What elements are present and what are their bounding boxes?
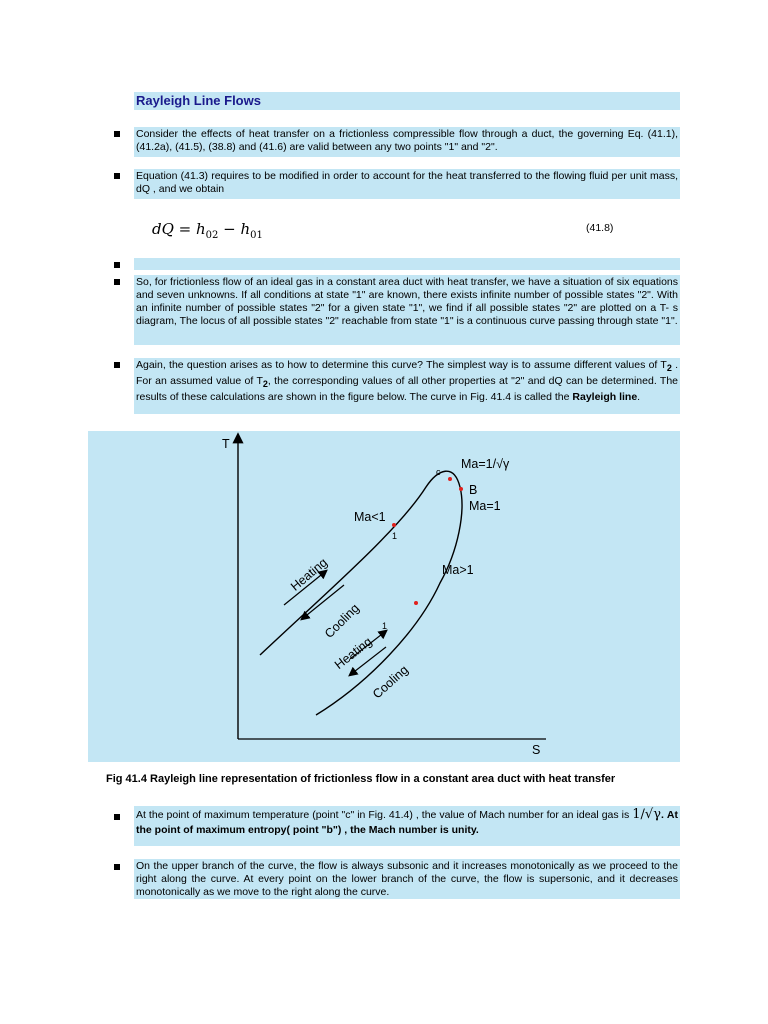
paragraph-3: So, for frictionless flow of an ideal gas in a constant area duct with heat transfer, we have a situation of six equations and seven unknowns. If all conditions at state "1" are known, there exists infinite number of possible states "2". With an infinite number of possible states "2" for a given state "1", we find if all possible states "2" are plotted on a T- s diagram, The locus of all possible states "2" reachable from state "1" is a continuous curve passing through state "1". — [134, 275, 680, 345]
bullet-marker — [114, 864, 120, 870]
axis-label-s: S — [532, 743, 541, 757]
label-ma-lt-1: Ma<1 — [354, 510, 386, 524]
empty-bullet-row — [134, 258, 680, 270]
point-b — [459, 487, 463, 491]
rayleigh-curve — [260, 471, 462, 715]
label-heating-upper: Heating — [288, 555, 331, 594]
paragraph-1: Consider the effects of heat transfer on a frictionless compressible flow through a duct, the governing Eq. (41.1), (41.2a), (41.5), (38.8) and (41.6) are valid between any two points "1" and "2". — [134, 127, 680, 157]
label-cooling-lower: Cooling — [370, 662, 411, 702]
bullet-marker — [114, 362, 120, 368]
point-c — [448, 477, 452, 481]
rayleigh-diagram — [88, 431, 680, 762]
bullet-marker — [114, 814, 120, 820]
label-state-1-upper: 1 — [392, 531, 398, 541]
label-state-1-lower: 1 — [382, 621, 388, 631]
paragraph-6: On the upper branch of the curve, the flow is always subsonic and it increases monotonically as we proceed to the right along the curve. At every point on the lower branch of the curve, the flow is supersonic, and it decreases monotonically as we move to the right along the curve. — [136, 860, 678, 898]
label-b: B — [469, 483, 478, 497]
paragraph-5: At the point of maximum temperature (point "c" in Fig. 41.4) , the value of Mach number for an ideal gas is 1/√γ. At the point of maximum entropy( point "b") , the Mach number is unity. — [134, 806, 680, 846]
label-ma-1: Ma=1 — [469, 499, 501, 513]
rayleigh-figure — [88, 431, 680, 762]
label-ma-gt-1: Ma>1 — [442, 563, 474, 577]
label-heating-lower: Heating — [332, 634, 375, 673]
axis-label-t: T — [222, 437, 230, 451]
paragraph-4: Again, the question arises as to how to determine this curve? The simplest way is to assume different values of $T_2$ . For an assumed value of $T_2$, the corresponding values of all other properties at "2" and dQ can be determined. The results of these calculations are shown in the figure below. The curve in Fig. 41.4 is called the Rayleigh line. — [134, 358, 680, 414]
figure-caption: Fig 41.4 Rayleigh line representation of frictionless flow in a constant area duct with heat transfer — [106, 773, 616, 785]
point-1-upper — [392, 523, 396, 527]
label-cooling-upper: Cooling — [322, 601, 362, 641]
bullet-marker — [114, 262, 120, 268]
section-title: Rayleigh Line Flows — [134, 92, 680, 110]
equation-row — [134, 212, 680, 242]
paragraph-2: Equation (41.3) requires to be modified in order to account for the heat transferred to the flowing fluid per unit mass, dQ , and we obtain — [134, 169, 680, 199]
equation-number: (41.8) — [586, 222, 614, 234]
label-ma-max-t: Ma=1/√γ — [461, 457, 510, 471]
bullet-marker — [114, 131, 120, 137]
bullet-marker — [114, 173, 120, 179]
point-1-lower — [414, 601, 418, 605]
equation: dQ = $h_{02} - h_{01}$ — [152, 220, 263, 241]
label-c: c — [436, 467, 441, 477]
bullet-marker — [114, 279, 120, 285]
